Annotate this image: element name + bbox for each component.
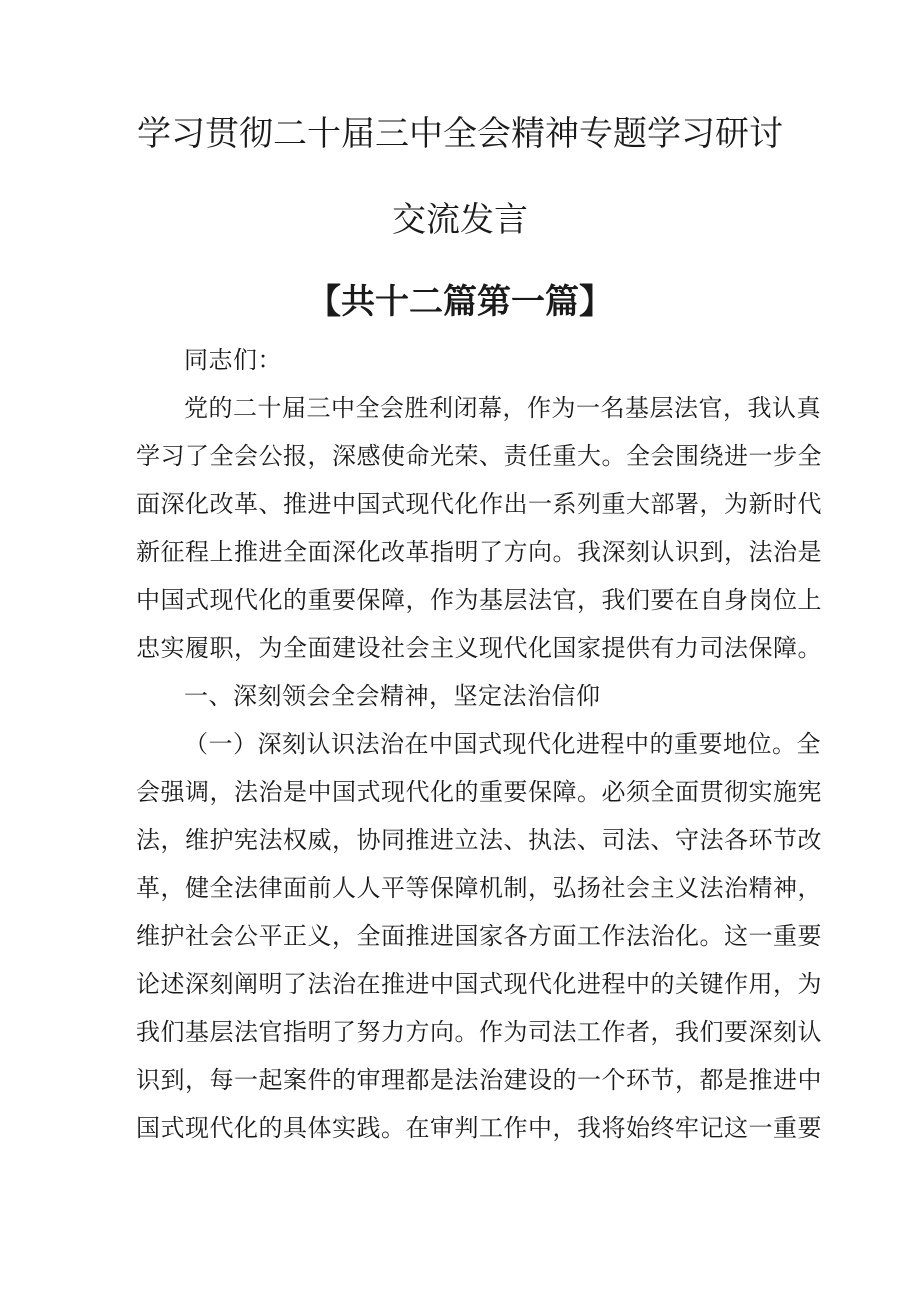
paragraph-line: 维护社会公平正义，全面推进国家各方面工作法治化。这一重要 [136, 922, 822, 950]
paragraph-2 [136, 720, 822, 1152]
paragraph-1 [136, 384, 822, 672]
paragraph-line: 我们基层法官指明了努力方向。作为司法工作者，我们要深刻认 [136, 1018, 822, 1046]
salutation [136, 336, 796, 384]
document-title-line-1: 学习贯彻二十届三中全会精神专题学习研讨 [137, 114, 783, 154]
section-heading [136, 672, 796, 720]
paragraph-line: 识到，每一起案件的审理都是法治建设的一个环节，都是推进中 [136, 1066, 822, 1094]
paragraph-line: 面深化改革、推进中国式现代化作出一系列重大部署，为新时代 [136, 490, 822, 518]
paragraph-line: 会强调，法治是中国式现代化的重要保障。必须全面贯彻实施宪 [136, 778, 822, 806]
paragraph-line: 学习了全会公报，深感使命光荣、责任重大。全会围绕进一步全 [136, 442, 822, 470]
paragraph-line: 革，健全法律面前人人平等保障机制，弘扬社会主义法治精神， [136, 874, 822, 902]
paragraph-line: 国式现代化的具体实践。在审判工作中，我将始终牢记这一重要 [136, 1114, 822, 1142]
section-heading-text: 一、深刻领会全会精神，坚定法治信仰 [184, 682, 601, 710]
paragraph-line: 党的二十届三中全会胜利闭幕，作为一名基层法官，我认真 [184, 394, 821, 422]
paragraph-line: 法，维护宪法权威，协同推进立法、执法、司法、守法各环节改 [136, 826, 822, 854]
paragraph-line: 新征程上推进全面深化改革指明了方向。我深刻认识到，法治是 [136, 538, 822, 566]
document-title-line-2: 交流发言 [392, 200, 528, 240]
paragraph-line: 忠实履职，为全面建设社会主义现代化国家提供有力司法保障。 [136, 634, 822, 662]
document-subtitle: 【共十二篇第一篇】 [307, 282, 613, 322]
paragraph-line: 论述深刻阐明了法治在推进中国式现代化进程中的关键作用，为 [136, 970, 822, 998]
paragraph-line: 中国式现代化的重要保障，作为基层法官，我们要在自身岗位上 [136, 586, 822, 614]
paragraph-line: （一）深刻认识法治在中国式现代化进程中的重要地位。全 [184, 730, 821, 758]
salutation-text: 同志们： [184, 346, 282, 374]
